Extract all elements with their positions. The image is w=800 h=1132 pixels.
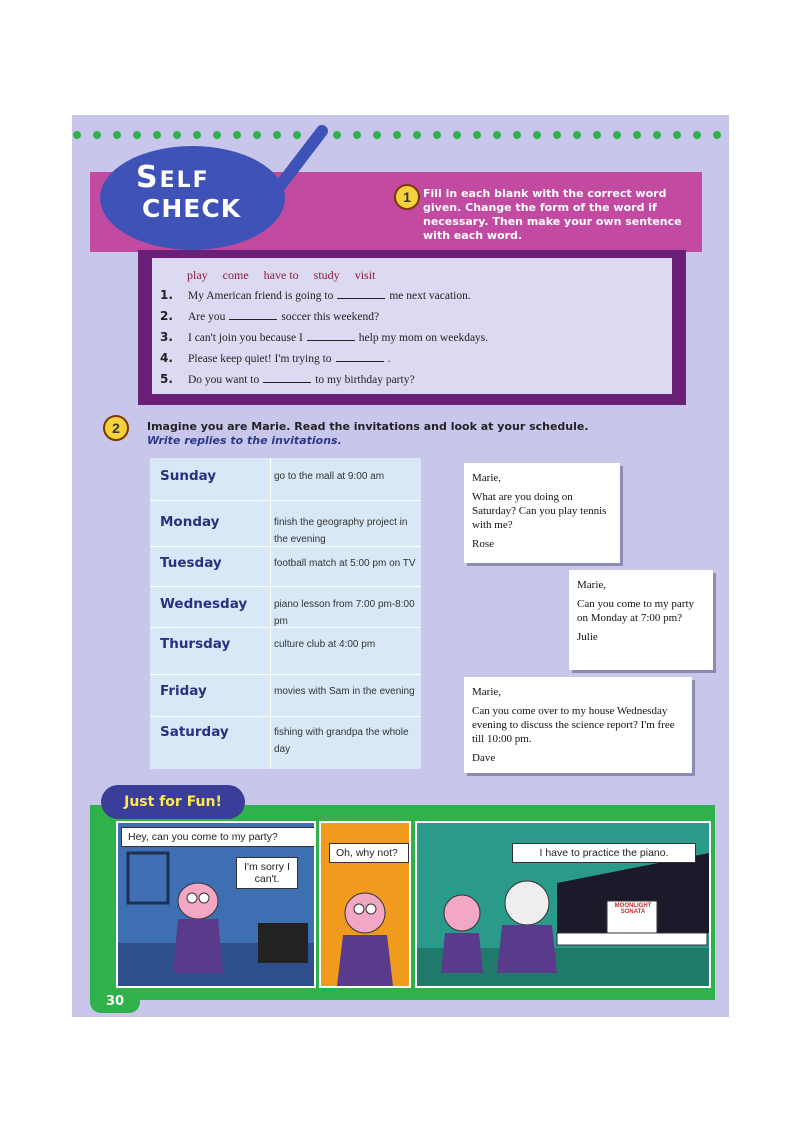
- character-illustration: [118, 823, 314, 986]
- word-bank-item: come: [222, 268, 249, 282]
- schedule-day: Tuesday: [160, 555, 222, 571]
- speech-bubble: I have to practice the piano.: [512, 843, 696, 863]
- schedule-activity: finish the geography project in the evening: [274, 517, 408, 545]
- word-bank-item: have to: [263, 268, 299, 282]
- word-bank-item: visit: [354, 268, 376, 282]
- exercise2-instruction: Imagine you are Marie. Read the invitations and look at your schedule.: [147, 420, 589, 433]
- schedule-activity: movies with Sam in the evening: [274, 686, 415, 697]
- title-initial: S: [136, 160, 160, 195]
- schedule-day: Friday: [160, 683, 207, 699]
- answer-blank[interactable]: [336, 361, 384, 362]
- invitation-note-julie: Marie, Can you come to my party on Monday at 7:00 pm? Julie: [569, 570, 713, 670]
- schedule-day: Saturday: [160, 724, 229, 740]
- speech-bubble: I'm sorry I can't.: [236, 857, 298, 889]
- exercise1-instruction: Fill in each blank with the correct word given. Change the form of the word if necessary. Then make your own sentence with each word.: [423, 187, 682, 242]
- comic-panel-1: [116, 821, 316, 988]
- schedule-activity: football match at 5:00 pm on TV: [274, 558, 416, 569]
- schedule-table: [150, 458, 421, 769]
- comic-panel-3: [415, 821, 711, 988]
- sentence-2: 2. Are you soccer this weekend?: [160, 309, 380, 323]
- schedule-activity: go to the mall at 9:00 am: [274, 471, 385, 482]
- schedule-day: Wednesday: [160, 596, 248, 612]
- comic-panel-2: [319, 821, 411, 988]
- fill-in-box: [138, 250, 686, 405]
- sentence-4: 4. Please keep quiet! I'm trying to .: [160, 351, 391, 365]
- answer-blank[interactable]: [229, 319, 277, 320]
- workbook-page: [72, 115, 729, 1017]
- dotted-border: [72, 129, 729, 141]
- sentence-3: 3. I can't join you because I help my mom on weekdays.: [160, 330, 489, 344]
- sheet-music-title: MOONLIGHT SONATA: [614, 903, 652, 915]
- speech-bubble: Oh, why not?: [329, 843, 409, 863]
- answer-blank[interactable]: [337, 298, 385, 299]
- schedule-day: Sunday: [160, 468, 217, 484]
- schedule-day: Thursday: [160, 636, 231, 652]
- schedule-activity: piano lesson from 7:00 pm-8:00 pm: [274, 599, 415, 627]
- invitation-note-rose: Marie, What are you doing on Saturday? Can you play tennis with me? Rose: [464, 463, 620, 563]
- comic-band: [90, 805, 715, 1000]
- answer-blank[interactable]: [307, 340, 355, 341]
- sentence-1: 1. My American friend is going to me next vacation.: [160, 288, 471, 302]
- speech-bubble: Hey, can you come to my party?: [121, 827, 315, 847]
- just-for-fun-label: Just for Fun!: [101, 785, 245, 819]
- invitation-note-dave: Marie, Can you come over to my house Wednesday evening to discuss the science report? I'm free till 10:00 pm. Dave: [464, 677, 692, 773]
- answer-blank[interactable]: [263, 382, 311, 383]
- title-rest: ELF: [159, 168, 210, 193]
- page-number: 30: [90, 991, 140, 1013]
- word-bank-item: play: [187, 268, 208, 282]
- word-bank-item: study: [313, 268, 340, 282]
- exercise-number-2: 2: [103, 415, 129, 441]
- exercise2-instruction-2: Write replies to the invitations.: [147, 434, 342, 447]
- title-check: CHECK: [142, 194, 242, 223]
- schedule-day: Monday: [160, 514, 220, 530]
- checkmark-icon: [222, 123, 332, 213]
- schedule-activity: culture club at 4:00 pm: [274, 639, 376, 650]
- sentence-5: 5. Do you want to to my birthday party?: [160, 372, 415, 386]
- word-bank: [187, 268, 387, 283]
- schedule-activity: fishing with grandpa the whole day: [274, 727, 409, 755]
- exercise-number-1: 1: [394, 184, 420, 210]
